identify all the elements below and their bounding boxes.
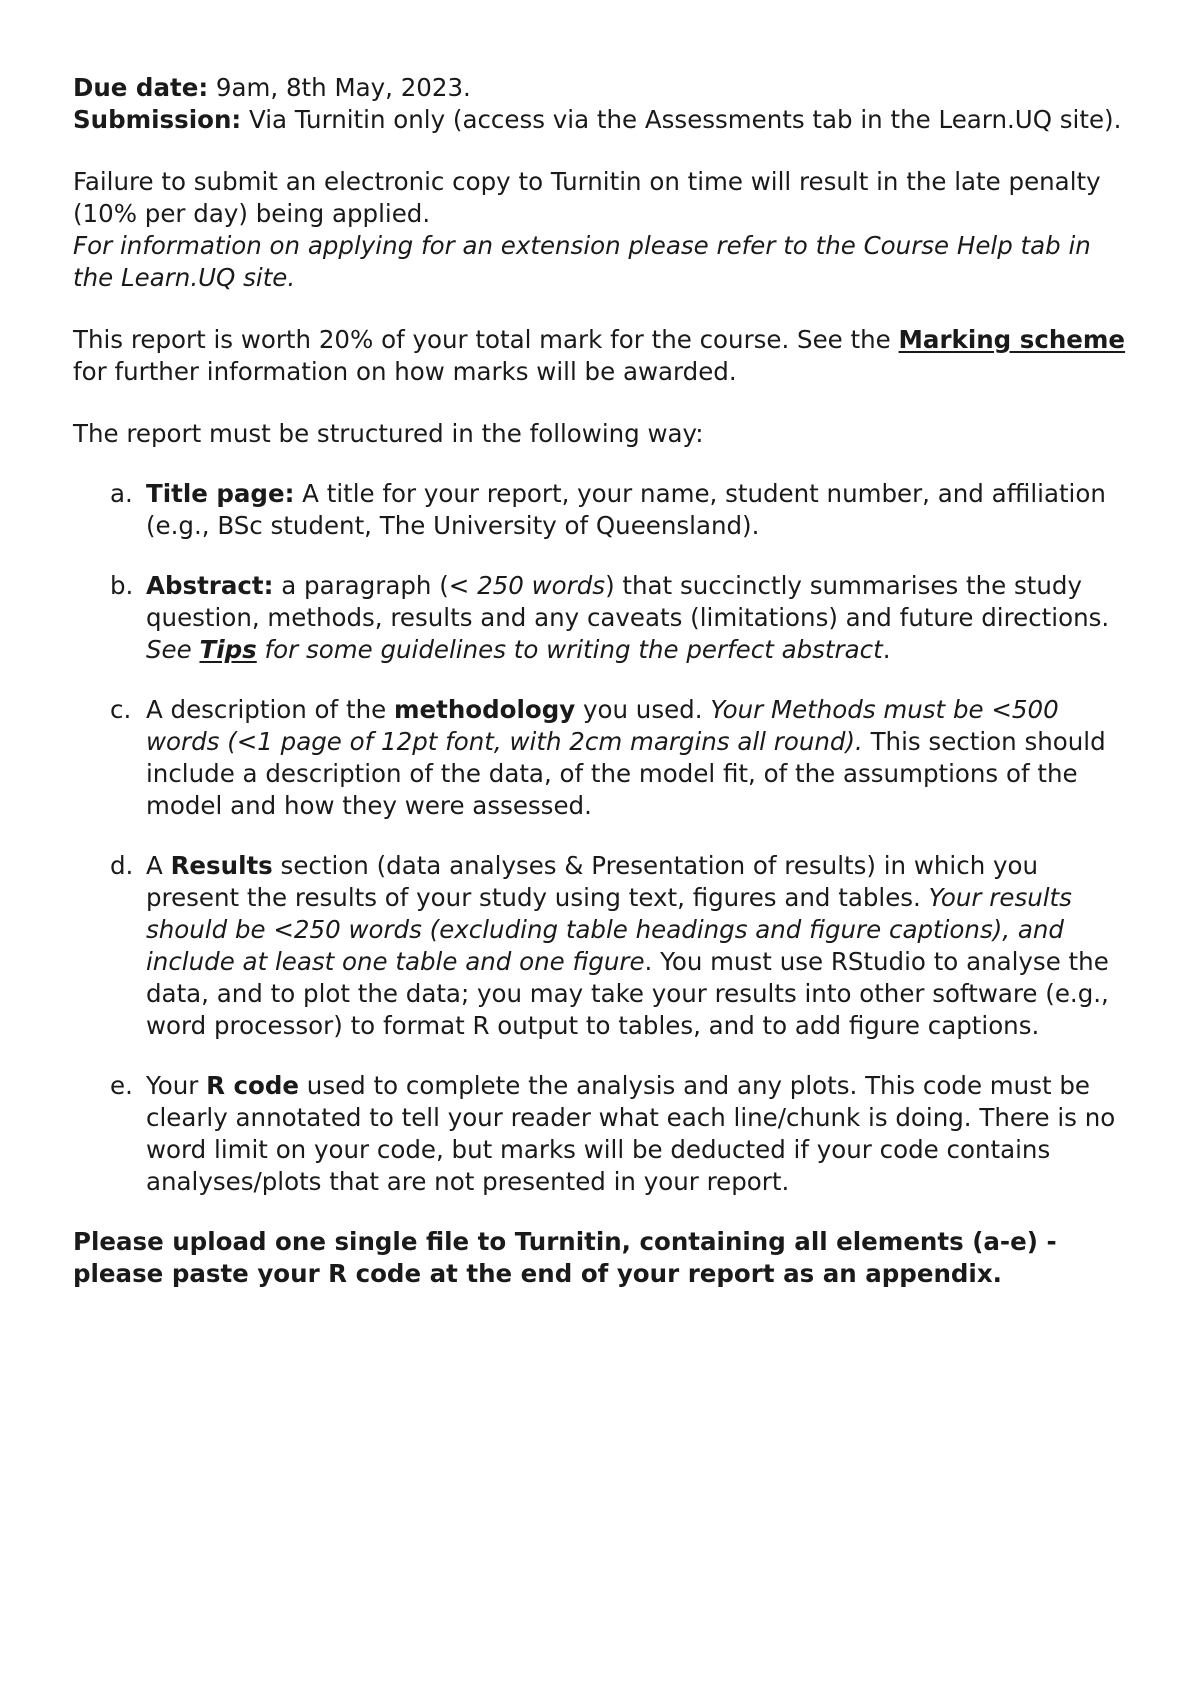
list-marker: d. bbox=[110, 851, 134, 880]
list-marker: a. bbox=[110, 479, 133, 508]
list-marker: b. bbox=[110, 571, 134, 600]
submission-line bbox=[73, 104, 1133, 136]
list-item-title-page bbox=[73, 478, 1133, 542]
item-text: Your bbox=[146, 1071, 207, 1100]
item-word-limit: < 250 words bbox=[448, 571, 606, 600]
list-item-methodology bbox=[73, 694, 1133, 822]
tips-link[interactable]: Tips bbox=[199, 635, 257, 664]
list-item-abstract bbox=[73, 570, 1133, 666]
due-date-label: Due date: bbox=[73, 73, 209, 102]
submission-label: Submission: bbox=[73, 105, 242, 134]
list-marker: c. bbox=[110, 695, 132, 724]
item-heading: Abstract: bbox=[146, 571, 274, 600]
item-heading: Results bbox=[170, 851, 273, 880]
item-heading: R code bbox=[206, 1071, 299, 1100]
list-marker: e. bbox=[110, 1071, 133, 1100]
due-date-line bbox=[73, 72, 1133, 104]
item-text: used to complete the analysis and any plots. This code must be clearly annotated to tell your reader what each line/chunk is doing. There is no word limit on your code, but marks will be deducted if your code contains analyses/plots that are not presented in your report. bbox=[146, 1071, 1116, 1196]
worth-paragraph bbox=[73, 324, 1133, 388]
document-page bbox=[73, 72, 1133, 1290]
late-penalty-text: Failure to submit an electronic copy to Turnitin on time will result in the late penalty (10% per day) being applied. bbox=[73, 167, 1101, 228]
item-text: section (data analyses & Presentation of results) in which you present the results of your study using text, figures and tables. bbox=[146, 851, 1039, 912]
item-text: you used. bbox=[575, 695, 711, 724]
list-item-r-code bbox=[73, 1070, 1133, 1198]
item-text: This section should include a description of the data, of the model fit, of the assumptions of the model and how they were assessed. bbox=[146, 727, 1106, 820]
structure-intro: The report must be structured in the following way: bbox=[73, 419, 704, 448]
list-item-results bbox=[73, 850, 1133, 1042]
item-text: A title for your report, your name, student number, and affiliation (e.g., BSc student, The University of Queensland). bbox=[146, 479, 1106, 540]
item-italic-text: Your Methods must be <500 words (<1 page of 12pt font, with 2cm margins all round). bbox=[146, 695, 1059, 756]
item-italic-text: for some guidelines to writing the perfect abstract bbox=[256, 635, 883, 664]
due-date-value: 9am, 8th May, 2023. bbox=[208, 73, 471, 102]
marking-scheme-link[interactable]: Marking scheme bbox=[898, 325, 1126, 354]
item-heading: Title page: bbox=[146, 479, 295, 508]
report-structure-list bbox=[73, 478, 1133, 1198]
item-text: . bbox=[882, 635, 891, 664]
item-heading: methodology bbox=[393, 695, 576, 724]
worth-text-after: for further information on how marks will be awarded. bbox=[73, 357, 737, 386]
extension-note: For information on applying for an extension please refer to the Course Help tab in the Learn.UQ site. bbox=[73, 231, 1091, 292]
item-italic-text: Your results should be <250 words (excluding table headings and figure captions), and include at least one table and one figure bbox=[146, 883, 1072, 976]
item-italic-text: See bbox=[146, 635, 200, 664]
item-text: a paragraph ( bbox=[273, 571, 449, 600]
upload-instruction: Please upload one single file to Turnitin, containing all elements (a-e) - please paste your R code at the end of your report as an appendix. bbox=[73, 1227, 1057, 1288]
item-text: A bbox=[146, 851, 171, 880]
item-text: . You must use RStudio to analyse the data, and to plot the data; you may take your results into other software (e.g., word processor) to format R output to tables, and to add figure captions. bbox=[146, 947, 1109, 1040]
item-text: ) that succinctly summarises the study question, methods, results and any caveats (limitations) and future directions. bbox=[146, 571, 1110, 632]
item-text: A description of the bbox=[146, 695, 394, 724]
worth-text-before: This report is worth 20% of your total mark for the course. See the bbox=[73, 325, 899, 354]
submission-value: Via Turnitin only (access via the Assessments tab in the Learn.UQ site). bbox=[241, 105, 1122, 134]
